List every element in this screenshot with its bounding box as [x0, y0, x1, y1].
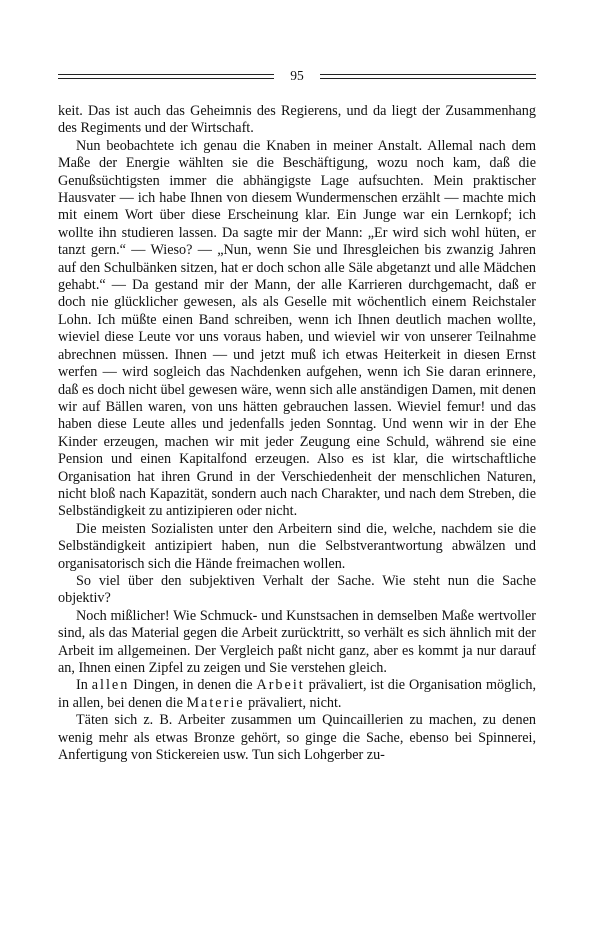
paragraph-3: Die meisten Sozialisten unter den Arbeitern sind die, welche, nachdem sie die Selbständigkeit antizipiert haben, nun die Selbstverantwortung abwälzen und organisatorisch sich die Hände freimachen wollen. [58, 520, 536, 572]
paragraph-6-emphasis-materie: Materie [186, 694, 245, 711]
paragraph-6-emphasis-allen: allen [91, 677, 130, 694]
page-header [58, 66, 536, 86]
paragraph-5: Noch mißlicher! Wie Schmuck- und Kunstsachen in demselben Maße wertvoller sind, als das Material gegen die Arbeit zurücktritt, so verhält es sich ähnlich mit der Arbeit im allgemeinen. Der Vergleich paßt nicht ganz, aber es kommt ja nur darauf an, Ihnen einen Zipfel zu zeigen und Sie verstehen gleich. [58, 607, 536, 676]
page-number: 95 [290, 68, 304, 83]
body-text [58, 103, 536, 764]
paragraph-4: So viel über den subjektiven Verhalt der Sache. Wie steht nun die Sache objektiv? [58, 572, 536, 607]
paragraph-6-emphasis-arbeit: Arbeit [256, 677, 305, 694]
header-rule-right [320, 74, 536, 79]
book-page [58, 0, 536, 941]
paragraph-6-middle-1: Dingen, in denen die [129, 677, 257, 694]
paragraph-6 [58, 677, 536, 712]
paragraph-6-after: prävaliert, nicht. [244, 694, 342, 711]
paragraph-6-before: In [76, 677, 92, 694]
paragraph-7: Täten sich z. B. Arbeiter zusammen um Quincaillerien zu machen, zu denen wenig mehr als etwas Bronze gehört, so ginge die Sache, ebenso bei Spinnerei, Anfertigung von Stickereien usw. Tun sich Lohgerber zu- [58, 712, 536, 764]
paragraph-2: Nun beobachtete ich genau die Knaben in meiner Anstalt. Allemal nach dem Maße der Energie wählten sie die Beschäftigung, wozu noch kam, daß die Genußsüchtigsten immer die abhängigste Lage aufsuchten. Mein praktischer Hausvater — ich habe Ihnen von diesem Wundermenschen erzählt — machte mich mit einem Wort über diese Erscheinung klar. Ein Junge war ein Lernkopf; ich wollte ihn studieren lassen. Da sagte mir der Mann: „Er wird sich wohl hüten, er tanzt gern.“ — Wieso? — „Nun, wenn Sie und Ihresgleichen bis zwanzig Jahren auf den Schulbänken sitzen, hat er doch schon alle Säle abgetanzt und alle Mädchen gehabt.“ — Da gestand mir der Mann, der alle Karrieren durchgemacht, daß er doch nie glücklicher gewesen, als als Geselle mit wöchentlich einem Reichstaler Lohn. Ich müßte einen Band schreiben, wenn ich Ihnen deutlich machen wollte, wieviel diese Leute vor uns voraus haben, und wieviel wir von unserer Teilnahme abrechnen müssen. Ihnen — und jetzt muß ich etwas Heiterkeit in diesen Ernst werfen — wird sogleich das Nachdenken aufgehen, wenn ich Sie daran erinnere, daß es doch nicht übel gewesen wäre, wenn sich alle anständigen Damen, mit denen wir auf Bällen waren, von uns hätten gebrauchen lassen. Wieviel femur! und das haben diese Leute alles und jedenfalls jeden Sonntag. Und wenn wir in der Ehe Kinder erzeugen, machen wir mit jeder Zeugung eine Schuld, während sie eine Pension und einen Kapitalfond erzeugen. Also es ist klar, die wirtschaftliche Organisation hat ihren Grund in der Verschiedenheit der menschlichen Naturen, nicht bloß nach Kapazität, sondern auch nach Charakter, und nach dem Streben, die Selbständigkeit zu antizipieren oder nicht. [58, 137, 536, 520]
paragraph-6-middle-2: prävaliert, ist die Organisation möglich, in allen, bei denen die [58, 677, 536, 711]
header-rule-left [58, 74, 274, 79]
paragraph-1: keit. Das ist auch das Geheimnis des Regierens, und da liegt der Zusammenhang des Regiments und der Wirtschaft. [58, 103, 536, 137]
